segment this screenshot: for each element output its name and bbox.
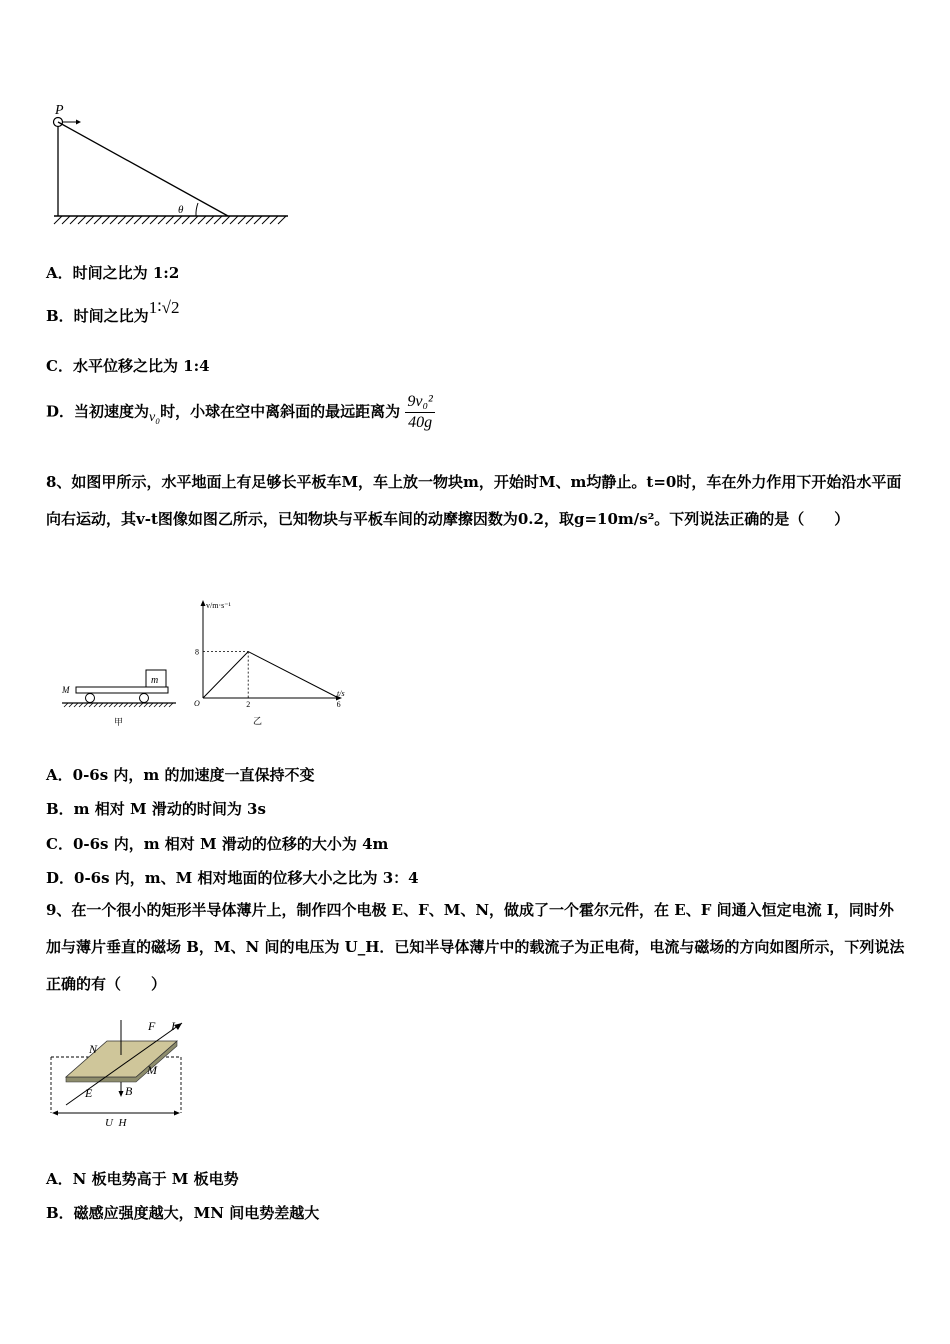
ground-hatch-mark (174, 216, 182, 224)
label-m: m (151, 675, 159, 686)
y-tick-8: 8 (195, 647, 199, 657)
x-axis-label: t/s (337, 689, 345, 698)
ground-hatch-mark (86, 216, 94, 224)
origin-label: O (194, 699, 200, 708)
q7-option-d-fraction (405, 393, 434, 432)
caption-jia: 甲 (114, 717, 124, 727)
q7-option-d-var: v₀ (149, 409, 161, 425)
q8-option-d[interactable]: D．0-6s 内，m、M 相对地面的位移大小之比为 3：4 (46, 869, 419, 887)
ground-hatch-mark (278, 216, 286, 224)
q8-option-c[interactable]: C．0-6s 内，m 相对 M 滑动的位移的大小为 4m (46, 835, 389, 853)
q7-option-a[interactable]: A．时间之比为 1:2 (46, 264, 180, 282)
wheel-right (140, 694, 149, 703)
label-e: E (85, 1086, 93, 1100)
ground-hatch-mark (270, 216, 278, 224)
q7-option-b-math: 1∶√2 (148, 298, 180, 317)
ground-hatch-mark (150, 216, 158, 224)
slope (58, 122, 228, 216)
y-axis-arrow (201, 600, 206, 606)
y-axis-label: v/m·s⁻¹ (206, 601, 231, 610)
ground-hatch-mark (62, 216, 70, 224)
label-theta: θ (178, 204, 184, 216)
ground-hatch-mark (262, 216, 270, 224)
hall-element-figure (44, 1015, 194, 1127)
ground-hatch-mark (158, 216, 166, 224)
fraction-denominator: 40g (408, 414, 433, 431)
ground-hatch-mark (70, 216, 78, 224)
q9-option-a[interactable]: A．N 板电势高于 M 板电势 (46, 1170, 239, 1188)
q7-option-d-middle: 时，小球在空中离斜面的最远距离为 (160, 402, 401, 421)
wheel-left (86, 694, 95, 703)
q9-option-b[interactable]: B．磁感应强度越大，MN 间电势差越大 (46, 1204, 320, 1222)
x-tick-2: 2 (246, 700, 251, 709)
ground-hatch-mark (254, 216, 262, 224)
ground-hatch-mark (190, 216, 198, 224)
vt-chart (188, 598, 358, 730)
ground-hatch-mark (214, 216, 222, 224)
ground-hatch-mark (206, 216, 214, 224)
ground-hatch-mark (182, 216, 190, 224)
label-m-electrode: M (147, 1063, 157, 1077)
ground-hatch-mark (230, 216, 238, 224)
label-cart-m: M (62, 685, 70, 695)
label-n: N (89, 1042, 98, 1056)
ground-hatch-mark (78, 216, 86, 224)
ground-hatch-mark (166, 216, 174, 224)
ground-hatch-mark (110, 216, 118, 224)
q9-stem: 9、在一个很小的矩形半导体薄片上，制作四个电极 E、F、M、N，做成了一个霍尔元件，在 E、F 间通入恒定电流 I，同时外加与薄片垂直的磁场 B，M、N 间的电压为 U_H．已知半导体薄片中的载流子为正电荷，电流与磁场的方向如图所示，下列说法正确的有（ ） (46, 901, 905, 993)
q7-option-b-text: B．时间之比为 (46, 307, 149, 325)
x-tick-6: 6 (336, 700, 341, 709)
q8-option-b[interactable]: B．m 相对 M 滑动的时间为 3s (46, 800, 266, 818)
fraction-numerator: 9v₀² (405, 393, 434, 413)
label-f: F (148, 1019, 156, 1033)
q7-option-d-prefix: D．当初速度为 (46, 402, 150, 421)
q7-option-d[interactable] (46, 393, 435, 432)
q8-option-a[interactable]: A．0-6s 内，m 的加速度一直保持不变 (46, 766, 315, 784)
ground-hatch-mark (246, 216, 254, 224)
q7-option-b[interactable] (46, 298, 180, 326)
ground-hatch-mark (238, 216, 246, 224)
ground-hatch-mark (102, 216, 110, 224)
series-line (203, 652, 339, 698)
ground-hatch-mark (54, 216, 62, 224)
ground-hatch-mark (222, 216, 230, 224)
cart-figure (60, 665, 180, 730)
ground-hatch-mark (198, 216, 206, 224)
caption-yi: 乙 (253, 716, 263, 726)
ground-hatch-mark (94, 216, 102, 224)
ground-hatch-mark (118, 216, 126, 224)
q8-stem: 8、如图甲所示，水平地面上有足够长平板车M，车上放一物块m，开始时M、m均静止。t=0时，车在外力作用下开始沿水平面向右运动，其v-t图像如图乙所示，已知物块与平板车间的动摩擦因数为0.2，取g=10m/s²。下列说法正确的是（ ） (46, 473, 902, 528)
incline-figure (44, 100, 294, 235)
cart-board (76, 687, 168, 693)
ground-hatch-mark (126, 216, 134, 224)
label-uh: U_H (105, 1117, 127, 1127)
label-i: I (171, 1019, 175, 1033)
ground-hatch-mark (142, 216, 150, 224)
label-b: B (125, 1084, 133, 1098)
q7-option-c[interactable]: C．水平位移之比为 1:4 (46, 357, 210, 375)
label-p: P (55, 103, 64, 118)
ground-hatch-mark (134, 216, 142, 224)
